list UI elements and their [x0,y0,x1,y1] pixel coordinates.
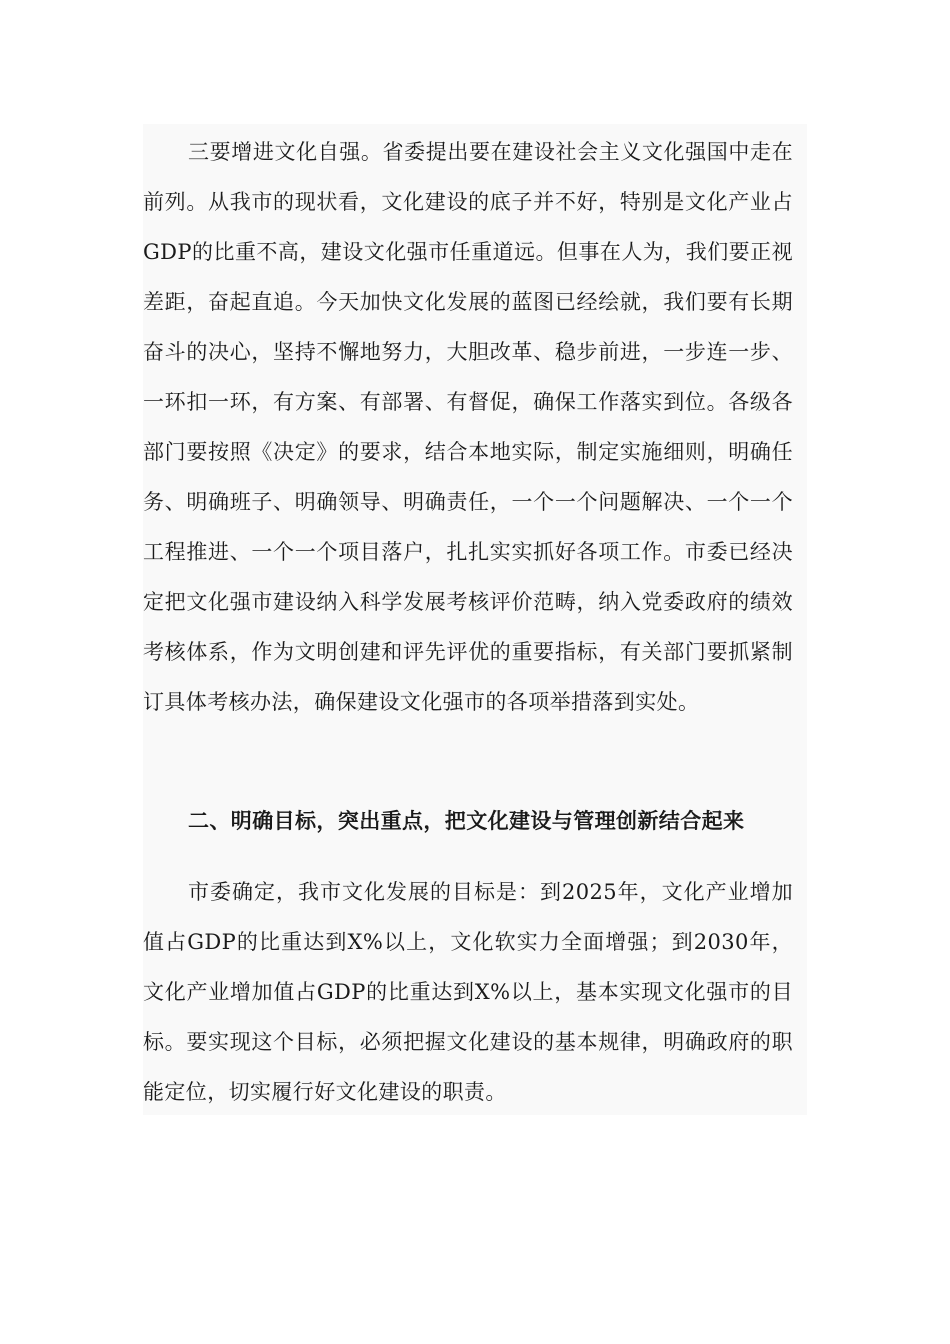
body-paragraph-1: 三要增进文化自强。省委提出要在建设社会主义文化强国中走在前列。从我市的现状看，文化建设的底子并不好，特别是文化产业占GDP的比重不高，建设文化强市任重道远。但事在人为，我们要正视差距，奋起直追。今天加快文化发展的蓝图已经绘就，我们要有长期奋斗的决心，坚持不懈地努力，大胆改革、稳步前进，一步连一步、一环扣一环，有方案、有部署、有督促，确保工作落实到位。各级各部门要按照《决定》的要求，结合本地实际，制定实施细则，明确任务、明确班子、明确领导、明确责任，一个一个问题解决、一个一个工程推进、一个一个项目落户，扎扎实实抓好各项工作。市委已经决定把文化强市建设纳入科学发展考核评价范畴，纳入党委政府的绩效考核体系，作为文明创建和评先评优的重要指标，有关部门要抓紧制订具体考核办法，确保建设文化强市的各项举措落到实处。 [143,140,793,714]
section-heading: 二、明确目标，突出重点，把文化建设与管理创新结合起来 [188,808,745,833]
body-paragraph-2: 市委确定，我市文化发展的目标是：到2025年，文化产业增加值占GDP的比重达到X%以上，文化软实力全面增强；到2030年，文化产业增加值占GDP的比重达到X%以上，基本实现文化强市的目标。要实现这个目标，必须把握文化建设的基本规律，明确政府的职能定位，切实履行好文化建设的职责。 [143,880,793,1104]
